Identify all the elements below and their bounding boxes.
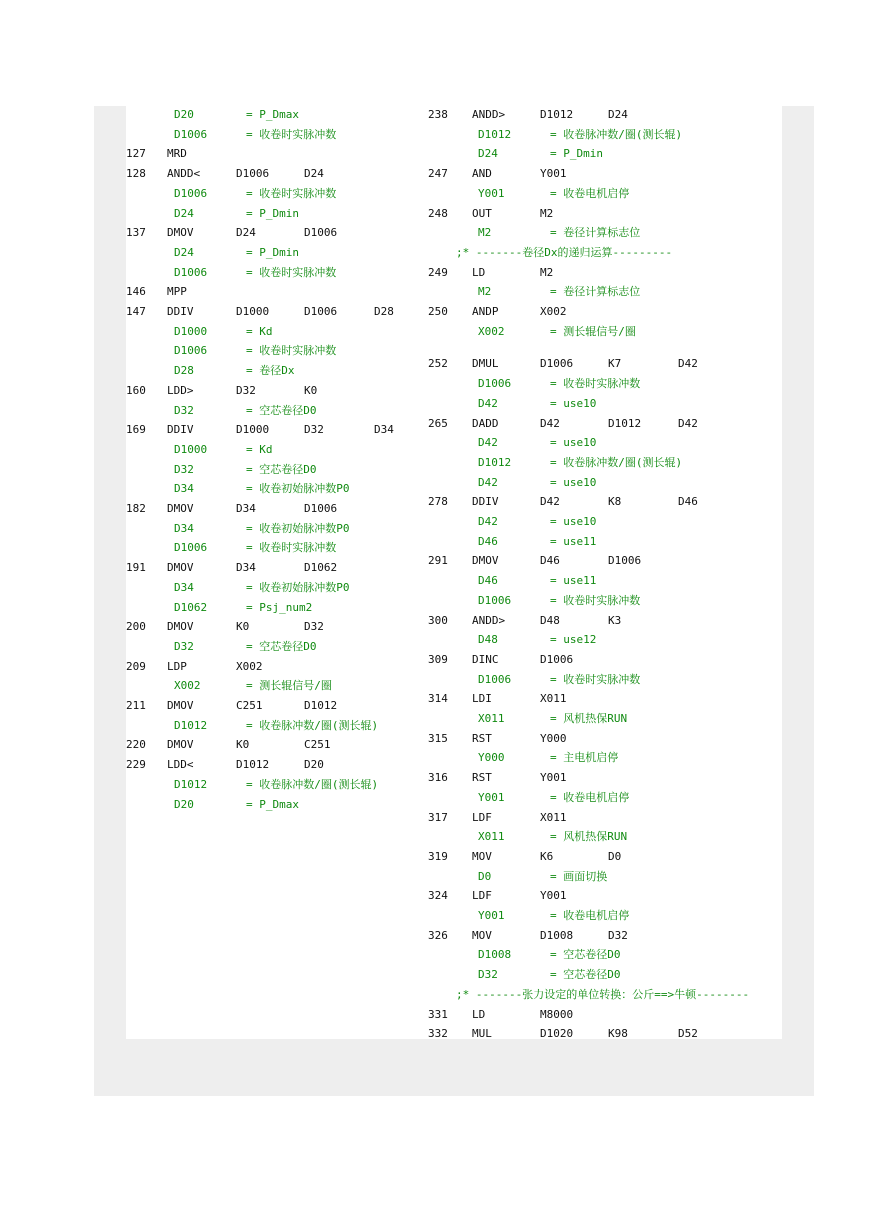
step-number: 169 — [126, 423, 146, 437]
operand: D1012 — [608, 416, 642, 430]
step-number: 315 — [428, 731, 448, 745]
mnemonic: LD — [472, 1007, 486, 1021]
comment-text: = 收卷时实脉冲数 — [550, 672, 641, 686]
step-number: 137 — [126, 226, 146, 240]
comment-text: = 空芯卷径D0 — [246, 403, 317, 417]
comment-text: = 收卷初始脉冲数P0 — [246, 580, 350, 594]
operand: D48 — [540, 613, 560, 627]
mnemonic: ANDD< — [167, 167, 201, 181]
comment-text: = 画面切换 — [550, 869, 608, 883]
comment-device: D1008 — [478, 948, 512, 962]
mnemonic: MPP — [167, 285, 187, 299]
mnemonic: DMOV — [167, 502, 194, 515]
comment-device: D24 — [174, 206, 194, 220]
step-number: 147 — [126, 305, 146, 318]
comment-device: D1062 — [174, 600, 208, 614]
operand: D1006 — [304, 226, 338, 240]
operand: D1006 — [236, 167, 270, 181]
operand: M2 — [540, 265, 554, 279]
comment-device: D46 — [478, 574, 498, 588]
comment-device: D1006 — [478, 377, 512, 391]
operand: K7 — [608, 357, 622, 371]
comment-device: D1012 — [174, 777, 208, 791]
step-number: 249 — [428, 265, 448, 279]
step-number: 252 — [428, 357, 448, 371]
step-number: 211 — [126, 699, 146, 712]
comment-text: = use10 — [550, 515, 597, 528]
operand: X011 — [540, 810, 567, 824]
comment-device: D0 — [478, 869, 492, 883]
operand: K8 — [608, 495, 622, 509]
mnemonic: DADD — [472, 416, 499, 430]
comment-device: M2 — [478, 285, 492, 299]
step-number: 191 — [126, 561, 146, 575]
mnemonic: MOV — [472, 849, 492, 863]
comment-text: = 收卷时实脉冲数 — [550, 593, 641, 607]
mnemonic: MUL — [472, 1027, 492, 1039]
comment-device: D1006 — [174, 541, 208, 555]
operand: D34 — [236, 561, 256, 575]
step-number: 200 — [126, 620, 146, 634]
step-number: 291 — [428, 554, 448, 568]
mnemonic: DINC — [472, 652, 499, 666]
operand: D46 — [540, 554, 560, 568]
operand: X011 — [540, 692, 567, 706]
operand: D32 — [304, 620, 324, 634]
step-number: 182 — [126, 502, 146, 515]
mnemonic: OUT — [472, 206, 492, 220]
operand: D1006 — [304, 502, 338, 515]
step-number: 160 — [126, 383, 146, 397]
step-number: 317 — [428, 810, 448, 824]
step-number: 316 — [428, 771, 448, 785]
comment-text: = P_Dmin — [550, 147, 603, 161]
comment-device: D1012 — [478, 455, 512, 469]
mnemonic: ANDP — [472, 305, 499, 318]
operand: D42 — [678, 357, 698, 371]
operand: D1006 — [540, 357, 574, 371]
comment-text: = 风机热保RUN — [550, 712, 628, 725]
mnemonic: MOV — [472, 928, 492, 942]
comment-device: D1006 — [174, 186, 208, 200]
operand: D0 — [608, 849, 622, 863]
comment-text: = 收卷电机启停 — [550, 909, 630, 922]
comment-text: = Kd — [246, 324, 273, 338]
comment-device: D1012 — [478, 127, 512, 141]
comment-text: = P_Dmin — [246, 206, 299, 220]
operand: X002 — [540, 305, 567, 318]
operand: D24 — [608, 108, 628, 121]
comment-text: = 卷径计算标志位 — [550, 285, 641, 299]
comment-text: = 收卷时实脉冲数 — [246, 186, 337, 200]
comment-device: D46 — [478, 534, 498, 548]
comment-text: = 收卷时实脉冲数 — [246, 127, 337, 141]
operand: D42 — [540, 495, 560, 509]
mnemonic: ANDD> — [472, 108, 506, 121]
comment-text: = Kd — [246, 442, 273, 456]
comment-text: = 测长辊信号/圈 — [550, 324, 636, 338]
comment-text: = 收卷时实脉冲数 — [550, 377, 641, 391]
comment-device: D42 — [478, 436, 498, 450]
operand: K98 — [608, 1027, 628, 1039]
comment-text: = 收卷脉冲数/圈(测长辊) — [550, 127, 683, 141]
operand: D1012 — [236, 758, 270, 772]
comment-device: D1006 — [174, 344, 208, 358]
mnemonic: RST — [472, 731, 492, 745]
step-number: 265 — [428, 416, 448, 430]
step-number: 220 — [126, 738, 146, 752]
comment-device: Y000 — [478, 751, 505, 765]
comment-text: = 空芯卷径D0 — [246, 639, 317, 653]
step-number: 238 — [428, 108, 448, 121]
mnemonic: DMOV — [167, 699, 194, 712]
operand: D42 — [678, 416, 698, 430]
operand: Y001 — [540, 167, 567, 181]
comment-text: = 空芯卷径D0 — [246, 462, 317, 476]
step-number: 324 — [428, 889, 448, 903]
operand: D28 — [374, 305, 394, 318]
operand: D1020 — [540, 1027, 574, 1039]
comment-text: = 收卷脉冲数/圈(测长辊) — [550, 455, 683, 469]
comment-text: = P_Dmax — [246, 797, 299, 811]
comment-device: D1012 — [174, 718, 208, 732]
comment-device: D42 — [478, 475, 498, 489]
comment-device: D34 — [174, 482, 194, 496]
step-number: 278 — [428, 495, 448, 509]
operand: D1012 — [304, 699, 338, 712]
comment-device: Y001 — [478, 790, 505, 804]
comment-text: = use10 — [550, 475, 597, 489]
mnemonic: LDP — [167, 659, 187, 673]
operand: D1008 — [540, 928, 574, 942]
comment-text: = 主电机启停 — [550, 751, 619, 765]
mnemonic: LD — [472, 265, 486, 279]
comment-device: D1006 — [174, 127, 208, 141]
separator-text: ;* -------张力设定的单位转换：公斤==>牛顿-------- — [456, 987, 750, 1001]
operand: D34 — [236, 502, 256, 515]
mnemonic: DMOV — [167, 226, 194, 240]
operand: D1000 — [236, 423, 270, 437]
operand: D52 — [678, 1027, 698, 1039]
comment-device: D32 — [174, 639, 194, 653]
comment-device: D32 — [174, 403, 194, 417]
mnemonic: MRD — [167, 147, 187, 161]
mnemonic: DDIV — [167, 305, 194, 318]
operand: D34 — [374, 423, 394, 437]
comment-device: D28 — [174, 364, 194, 378]
separator-text: ;* -------卷径Dx的递归运算--------- — [456, 245, 673, 259]
operand: K0 — [236, 738, 250, 752]
step-number: 209 — [126, 659, 146, 673]
comment-text: = 风机热保RUN — [550, 830, 628, 844]
comment-device: D42 — [478, 515, 498, 528]
comment-text: = Psj_num2 — [246, 600, 313, 614]
operand: D32 — [236, 383, 256, 397]
operand: K6 — [540, 849, 554, 863]
comment-device: D20 — [174, 797, 194, 811]
operand: X002 — [236, 659, 263, 673]
step-number: 319 — [428, 849, 448, 863]
mnemonic: DMOV — [167, 738, 194, 752]
operand: D1006 — [540, 652, 574, 666]
comment-text: = 收卷时实脉冲数 — [246, 541, 337, 555]
operand: K0 — [236, 620, 250, 634]
comment-device: D34 — [174, 580, 194, 594]
comment-text: = use11 — [550, 574, 597, 588]
comment-text: = 收卷初始脉冲数P0 — [246, 482, 350, 496]
operand: D1006 — [304, 305, 338, 318]
operand: D1012 — [540, 108, 574, 121]
comment-device: X011 — [478, 830, 505, 844]
step-number: 314 — [428, 692, 448, 706]
mnemonic: DMOV — [167, 561, 194, 575]
step-number: 127 — [126, 147, 146, 161]
comment-device: D24 — [478, 147, 498, 161]
mnemonic: DMUL — [472, 357, 499, 371]
step-number: 128 — [126, 167, 146, 181]
comment-device: D1006 — [174, 265, 208, 279]
step-number: 331 — [428, 1007, 448, 1021]
operand: D1000 — [236, 305, 270, 318]
comment-text: = P_Dmin — [246, 245, 299, 259]
mnemonic: RST — [472, 771, 492, 785]
step-number: 229 — [126, 758, 146, 772]
operand: K0 — [304, 383, 318, 397]
comment-device: D1000 — [174, 442, 208, 456]
operand: D32 — [608, 928, 628, 942]
step-number: 247 — [428, 167, 448, 181]
step-number: 326 — [428, 928, 448, 942]
step-number: 250 — [428, 305, 448, 318]
comment-text: = 收卷时实脉冲数 — [246, 265, 337, 279]
comment-device: D48 — [478, 633, 498, 647]
mnemonic: LDI — [472, 692, 492, 706]
operand: Y000 — [540, 731, 567, 745]
comment-text: = use11 — [550, 534, 597, 548]
mnemonic: AND — [472, 167, 492, 181]
program-listing — [126, 106, 782, 1039]
operand: D20 — [304, 758, 324, 772]
comment-device: D42 — [478, 396, 498, 410]
comment-text: = P_Dmax — [246, 108, 299, 121]
operand: Y001 — [540, 771, 567, 785]
step-number: 146 — [126, 285, 146, 299]
step-number: 248 — [428, 206, 448, 220]
comment-device: D1006 — [478, 672, 512, 686]
comment-text: = 收卷脉冲数/圈(测长辊) — [246, 718, 379, 732]
comment-device: D32 — [478, 968, 498, 982]
mnemonic: ANDD> — [472, 613, 506, 627]
operand: C251 — [304, 738, 331, 752]
mnemonic: LDD> — [167, 383, 194, 397]
operand: D1006 — [608, 554, 642, 568]
comment-text: = use10 — [550, 396, 597, 410]
comment-text: = 收卷电机启停 — [550, 790, 630, 804]
operand: D24 — [236, 226, 256, 240]
comment-device: Y001 — [478, 909, 505, 922]
comment-device: Y001 — [478, 186, 505, 200]
operand: M2 — [540, 206, 554, 220]
comment-device: D34 — [174, 521, 194, 535]
comment-device: X002 — [174, 679, 201, 693]
operand: D32 — [304, 423, 324, 437]
comment-text: = use10 — [550, 436, 597, 450]
mnemonic: DMOV — [167, 620, 194, 634]
comment-device: X002 — [478, 324, 505, 338]
comment-text: = use12 — [550, 633, 597, 647]
operand: C251 — [236, 699, 263, 712]
mnemonic: LDF — [472, 810, 492, 824]
operand: Y001 — [540, 889, 567, 903]
operand: D46 — [678, 495, 698, 509]
mnemonic: LDF — [472, 889, 492, 903]
comment-text: = 空芯卷径D0 — [550, 968, 621, 982]
mnemonic: DDIV — [472, 495, 499, 509]
operand: M8000 — [540, 1007, 574, 1021]
comment-device: D1000 — [174, 324, 208, 338]
mnemonic: DMOV — [472, 554, 499, 568]
comment-device: D24 — [174, 245, 194, 259]
operand: D1062 — [304, 561, 338, 575]
comment-text: = 收卷时实脉冲数 — [246, 344, 337, 358]
comment-text: = 空芯卷径D0 — [550, 948, 621, 962]
comment-device: D1006 — [478, 593, 512, 607]
comment-device: M2 — [478, 226, 492, 240]
mnemonic: DDIV — [167, 423, 194, 437]
operand: K3 — [608, 613, 622, 627]
comment-text: = 卷径计算标志位 — [550, 226, 641, 240]
operand: D24 — [304, 167, 324, 181]
comment-text: = 测长辊信号/圈 — [246, 679, 332, 693]
comment-text: = 收卷初始脉冲数P0 — [246, 521, 350, 535]
comment-device: D32 — [174, 462, 194, 476]
step-number: 300 — [428, 613, 448, 627]
step-number: 309 — [428, 652, 448, 666]
step-number: 332 — [428, 1027, 448, 1039]
mnemonic: LDD< — [167, 758, 194, 772]
operand: D42 — [540, 416, 560, 430]
comment-device: D20 — [174, 108, 194, 121]
comment-text: = 卷径Dx — [246, 364, 295, 378]
comment-text: = 收卷电机启停 — [550, 186, 630, 200]
comment-device: X011 — [478, 712, 505, 725]
comment-text: = 收卷脉冲数/圈(测长辊) — [246, 777, 379, 791]
